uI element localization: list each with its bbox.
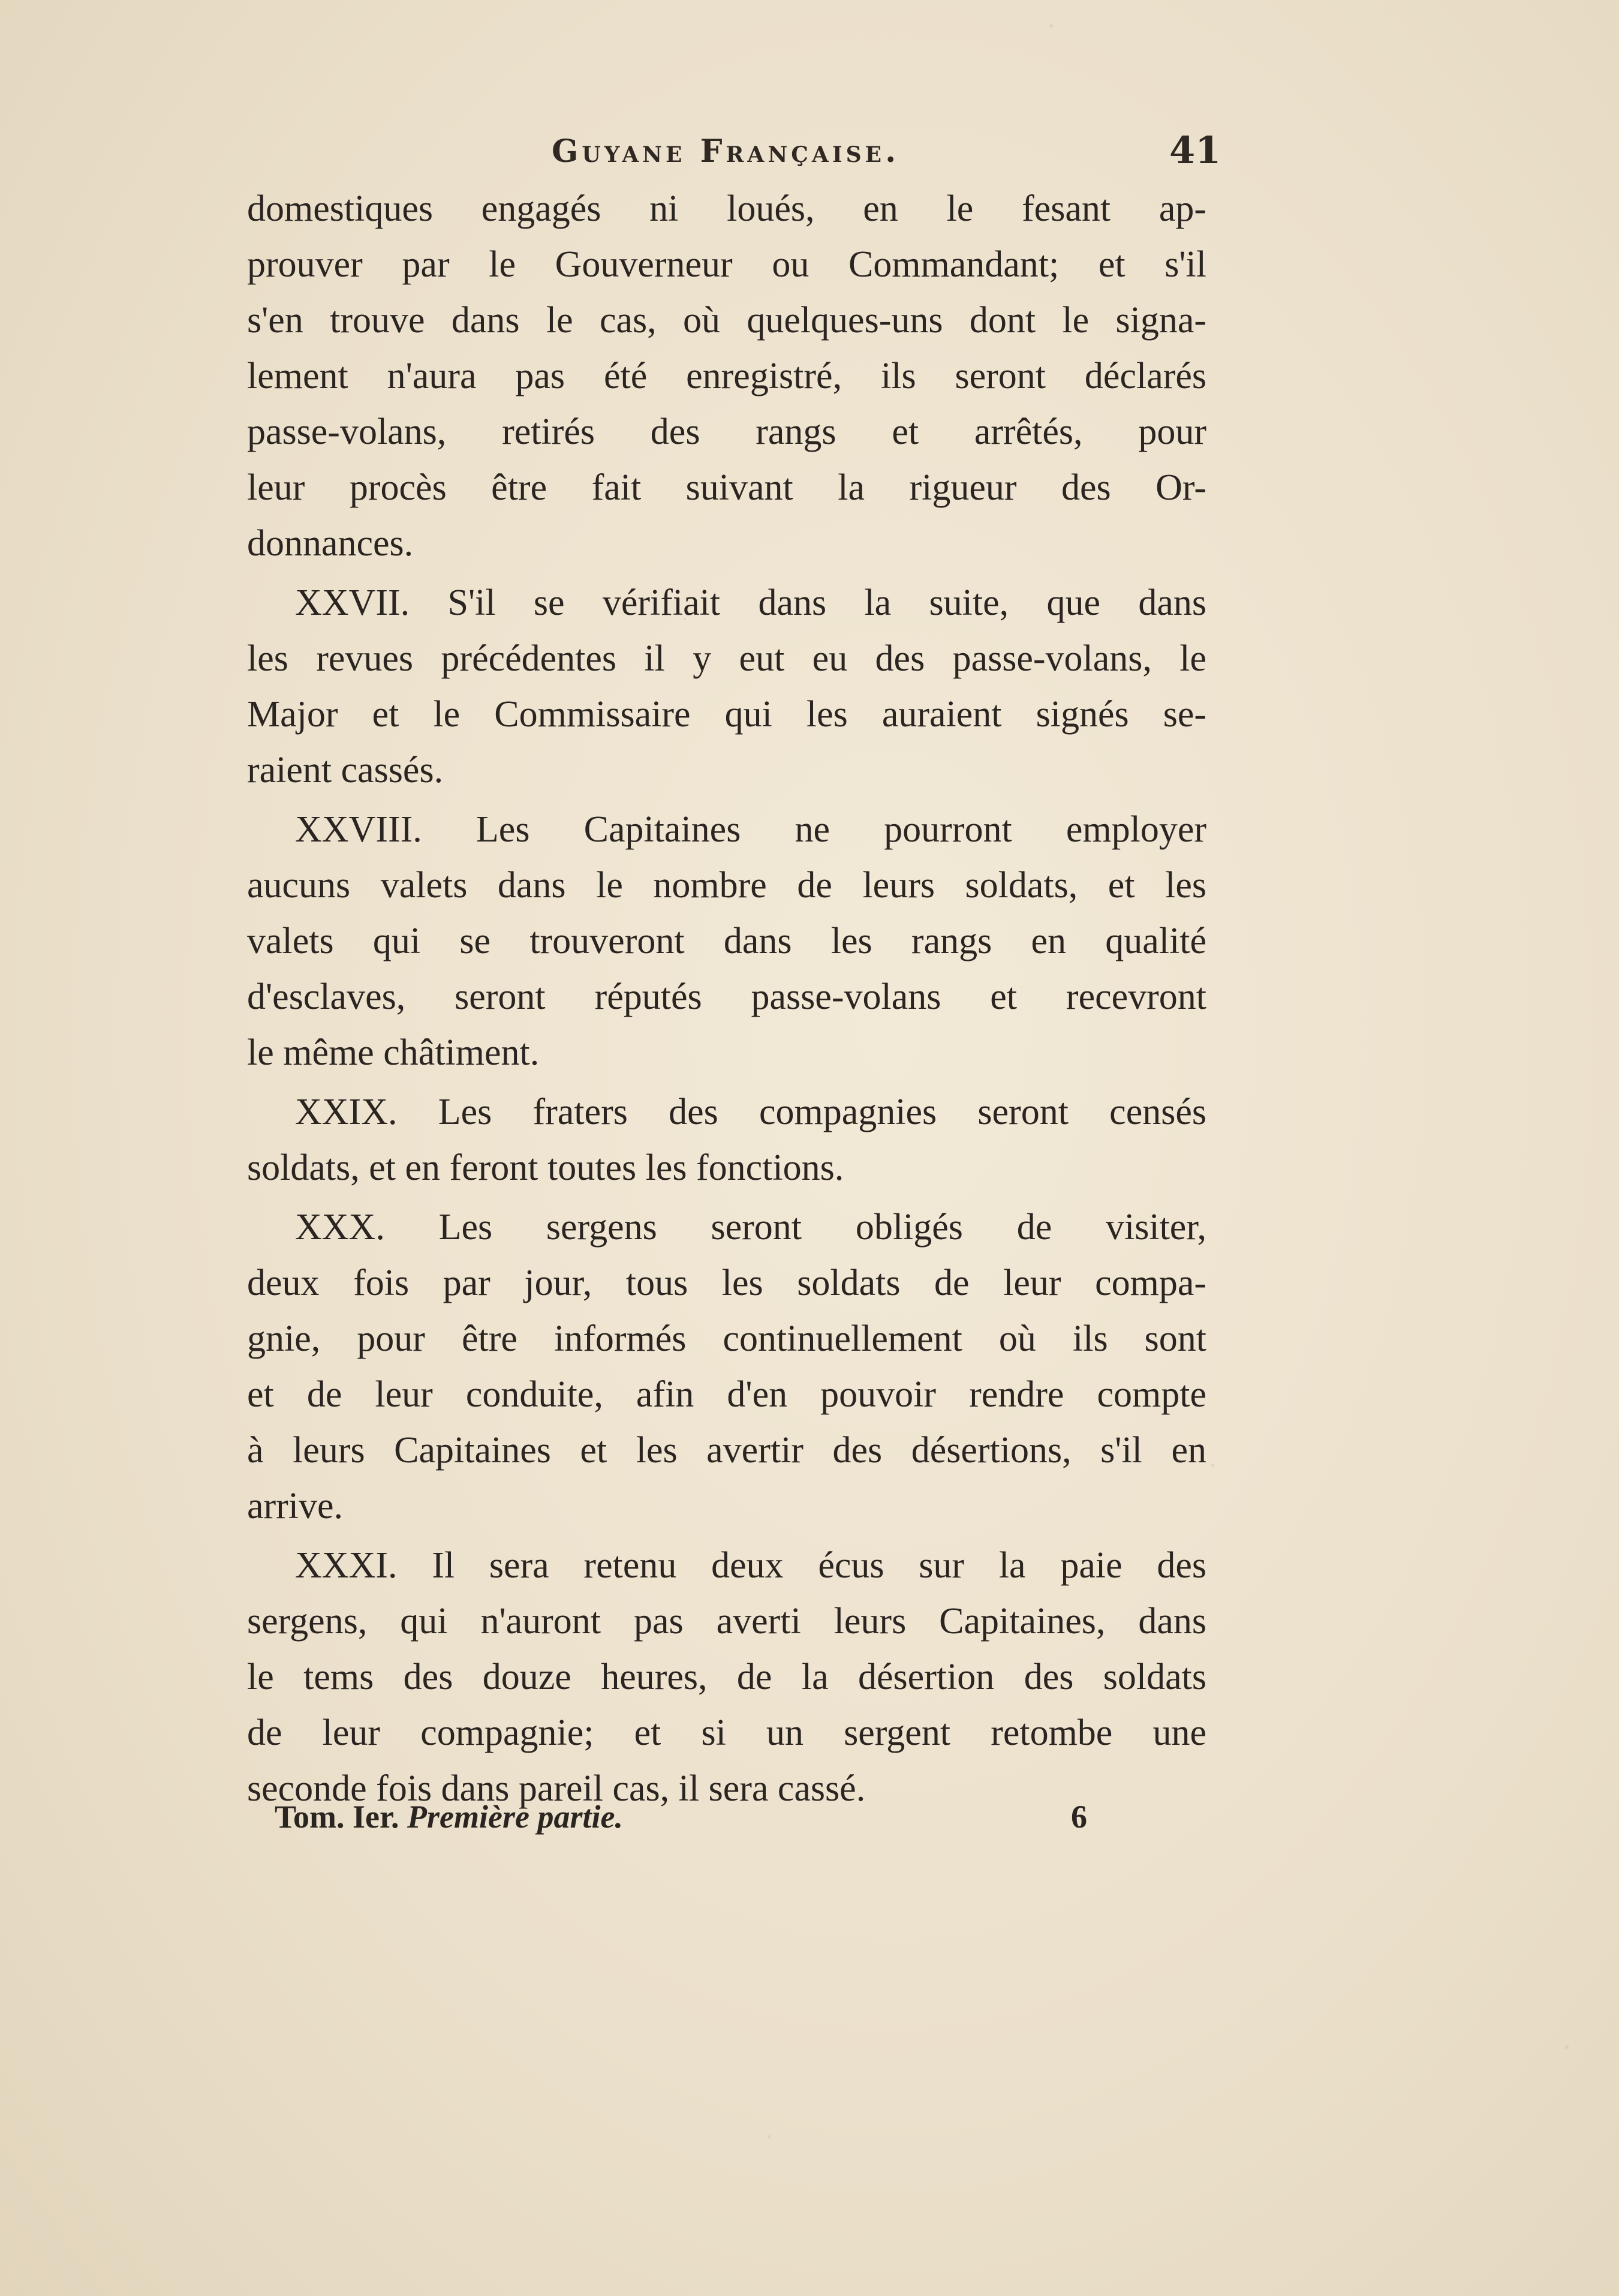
- text-line: valets qui se trouveront dans les rangs en qualité: [247, 921, 1206, 961]
- text-line: passe-volans, retirés des rangs et arrêtés, pour: [247, 411, 1206, 452]
- text-line: et de leur conduite, afin d'en pouvoir rendre compte: [247, 1374, 1206, 1415]
- text-line: soldats, et en feront toutes les fonctions.: [247, 1147, 844, 1188]
- article-xxx-start: XXX. Les sergens seront obligés de visiter,: [295, 1207, 1206, 1248]
- text-line: Major et le Commissaire qui les auraient signés se-: [247, 694, 1206, 735]
- text-line: à leurs Capitaines et les avertir des désertions, s'il en: [247, 1430, 1206, 1471]
- text-line: le tems des douze heures, de la désertion des soldats: [247, 1657, 1206, 1697]
- text-line: leur procès être fait suivant la rigueur des Or-: [247, 467, 1206, 508]
- text-line: le même châtiment.: [247, 1032, 540, 1073]
- page-header: [0, 128, 1619, 175]
- volume-signature: [275, 1798, 623, 1835]
- text-line: deux fois par jour, tous les soldats de leur compa-: [247, 1263, 1206, 1303]
- text-line: gnie, pour être informés continuellement où ils sont: [247, 1318, 1206, 1359]
- page-footer: [0, 1798, 1619, 1846]
- part-label: Première partie.: [407, 1799, 623, 1835]
- text-line: seconde fois dans pareil cas, il sera cassé.: [247, 1768, 866, 1809]
- article-xxvii-start: XXVII. S'il se vérifiait dans la suite, que dans: [295, 582, 1206, 623]
- text-line: donnances.: [247, 523, 414, 564]
- text-line: lement n'aura pas été enregistré, ils seront déclarés: [247, 356, 1206, 396]
- text-line: arrive.: [247, 1486, 344, 1526]
- volume-label: Tom. Ier.: [275, 1799, 399, 1835]
- foxing-spot: [1565, 2045, 1569, 2049]
- body-text: [247, 181, 1206, 1817]
- article-xxxi-start: XXXI. Il sera retenu deux écus sur la paie des: [295, 1545, 1206, 1586]
- article-xxix-start: XXIX. Les fraters des compagnies seront censés: [295, 1092, 1206, 1132]
- text-line: s'en trouve dans le cas, où quelques-uns dont le signa-: [247, 300, 1206, 341]
- article-xxviii-start: XXVIII. Les Capitaines ne pourront employer: [295, 809, 1206, 850]
- foxing-spot: [1049, 24, 1053, 28]
- text-line: les revues précédentes il y eut eu des passe-volans, le: [247, 638, 1206, 679]
- signature-mark: 6: [1071, 1799, 1087, 1835]
- running-title: Guyane Française.: [552, 133, 900, 170]
- page-number: 41: [1169, 128, 1221, 172]
- foxing-spot: [768, 2135, 771, 2138]
- text-line: raient cassés.: [247, 750, 444, 791]
- text-line: aucuns valets dans le nombre de leurs soldats, et les: [247, 865, 1206, 906]
- text-line: d'esclaves, seront réputés passe-volans et recevront: [247, 976, 1206, 1017]
- text-line: de leur compagnie; et si un sergent retombe une: [247, 1712, 1206, 1753]
- text-line: sergens, qui n'auront pas averti leurs Capitaines, dans: [247, 1601, 1206, 1642]
- text-line: domestiques engagés ni loués, en le fesant ap-: [247, 188, 1206, 229]
- foxing-spot: [1211, 1463, 1214, 1466]
- text-line: prouver par le Gouverneur ou Commandant; et s'il: [247, 244, 1206, 285]
